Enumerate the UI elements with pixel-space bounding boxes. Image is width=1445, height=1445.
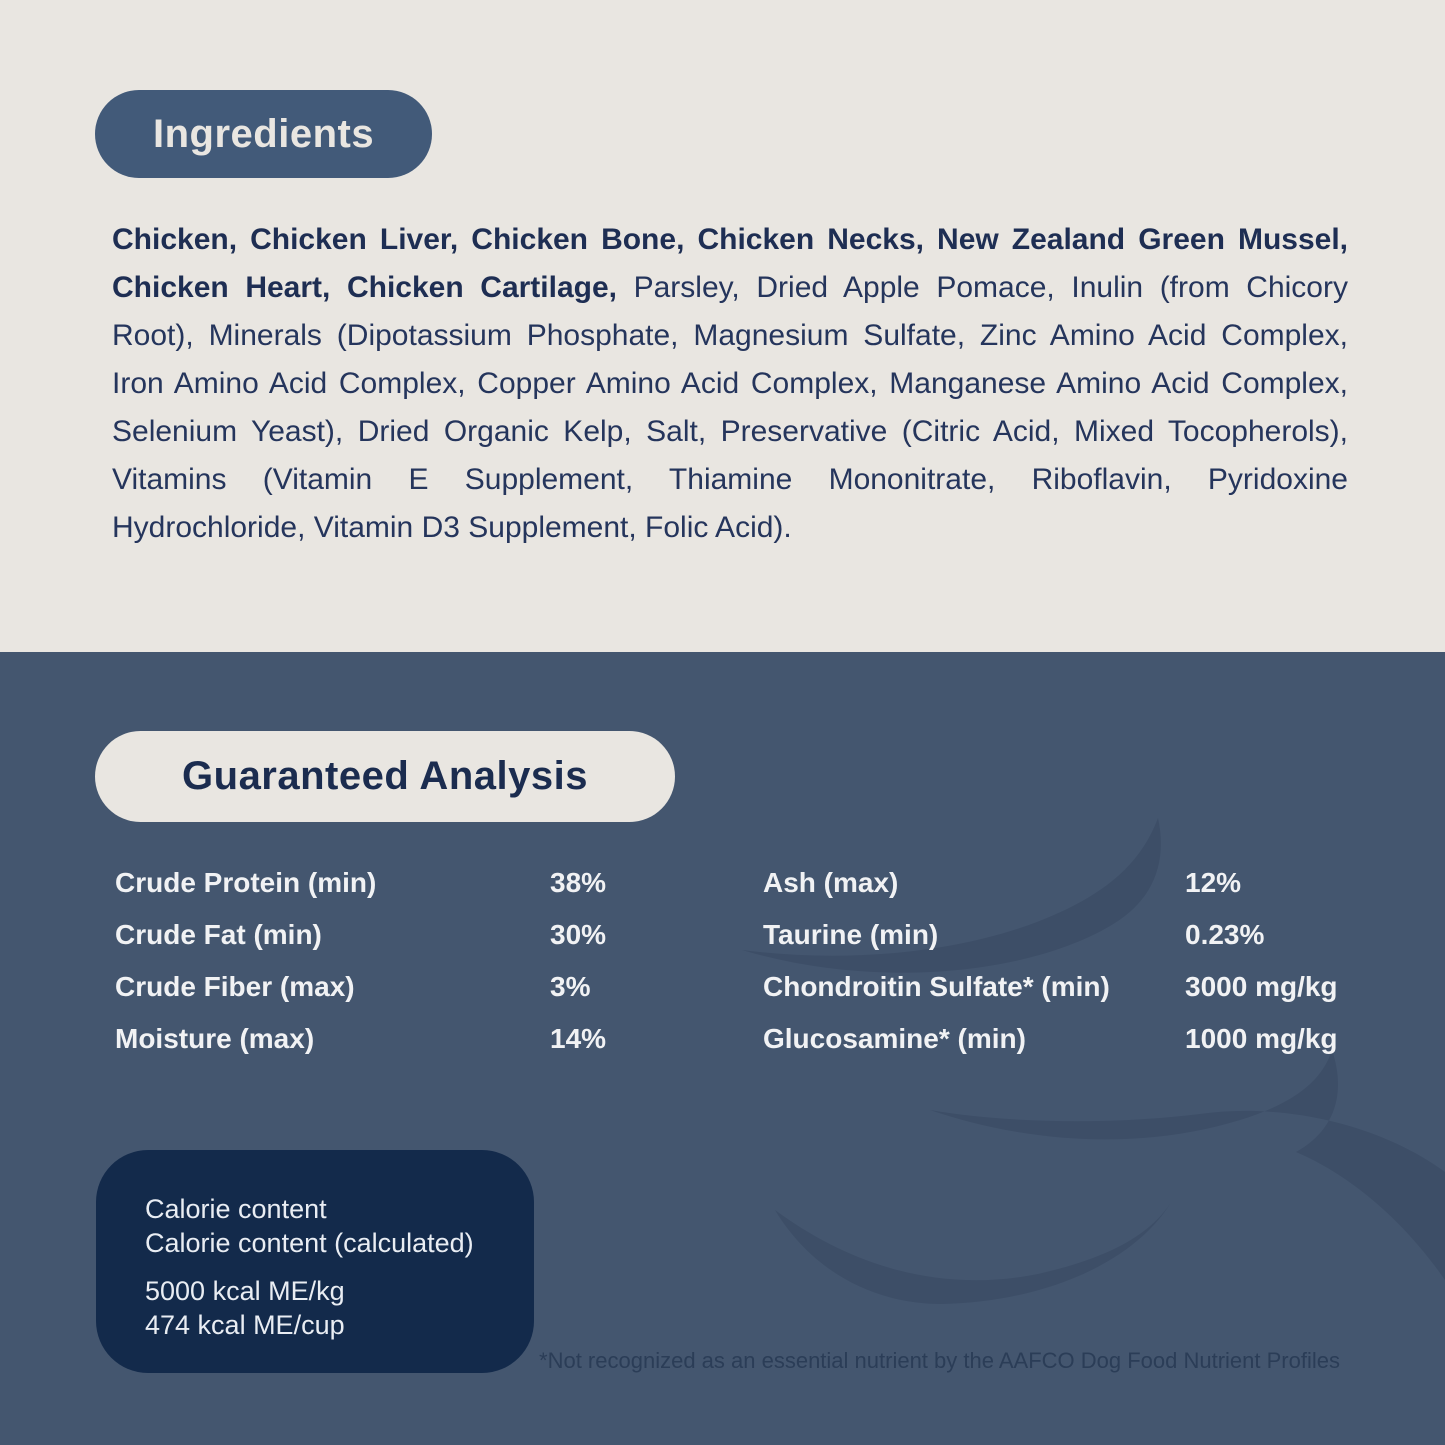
analysis-label: Crude Fat (min) [115,919,322,950]
calorie-content-box [96,1150,534,1373]
calorie-value-kg: 5000 kcal ME/kg [145,1276,345,1306]
aafco-footnote: *Not recognized as an essential nutrient by the AAFCO Dog Food Nutrient Profiles [539,1348,1340,1373]
calorie-content-heading: Calorie content [145,1194,327,1224]
ingredients-primary-bold: Chicken, Chicken Liver, Chicken Bone, Chicken Necks, New Zealand Green Mussel, Chicken Heart, Chicken Cartilage, [112,223,1348,304]
analysis-label: Crude Fiber (max) [115,971,355,1002]
analysis-label: Taurine (min) [763,919,939,950]
analysis-label: Moisture (max) [115,1023,315,1054]
ingredients-section [0,0,1445,652]
analysis-label: Ash (max) [763,867,899,898]
analysis-label: Glucosamine* (min) [763,1023,1026,1054]
ingredients-secondary: Parsley, Dried Apple Pomace, Inulin (from Chicory Root), Minerals (Dipotassium Phosphate, Magnesium Sulfate, Zinc Amino Acid Complex, Iron Amino Acid Complex, Copper Amino Acid Complex, Manganese Amino Acid Complex, Selenium Yeast), Dried Organic Kelp, Salt, Preservative (Citric Acid, Mixed Tocopherols), Vitamins (Vitamin E Supplement, Thiamine Mononitrate, Riboflavin, Pyridoxine Hydrochloride, Vitamin D3 Supplement, Folic Acid). [112,271,1348,544]
guaranteed-analysis-title-pill [95,731,675,822]
guaranteed-analysis-section [0,652,1445,1445]
guaranteed-analysis-title: Guaranteed Analysis [182,754,588,798]
analysis-value: 30% [550,919,607,950]
ingredients-title: Ingredients [153,111,375,156]
analysis-label: Chondroitin Sulfate* (min) [763,971,1110,1002]
ingredients-section-title-pill [95,90,432,178]
analysis-value: 3000 mg/kg [1185,971,1338,1002]
calorie-value-cup: 474 kcal ME/cup [145,1310,345,1340]
analysis-value: 14% [550,1023,607,1054]
analysis-value: 0.23% [1185,919,1265,950]
analysis-value: 38% [550,867,607,898]
ingredients-list [112,216,1348,552]
calorie-content-subheading: Calorie content (calculated) [145,1228,474,1258]
analysis-value: 12% [1185,867,1242,898]
analysis-label: Crude Protein (min) [115,867,377,898]
analysis-value: 1000 mg/kg [1185,1023,1338,1054]
analysis-value: 3% [550,971,591,1002]
